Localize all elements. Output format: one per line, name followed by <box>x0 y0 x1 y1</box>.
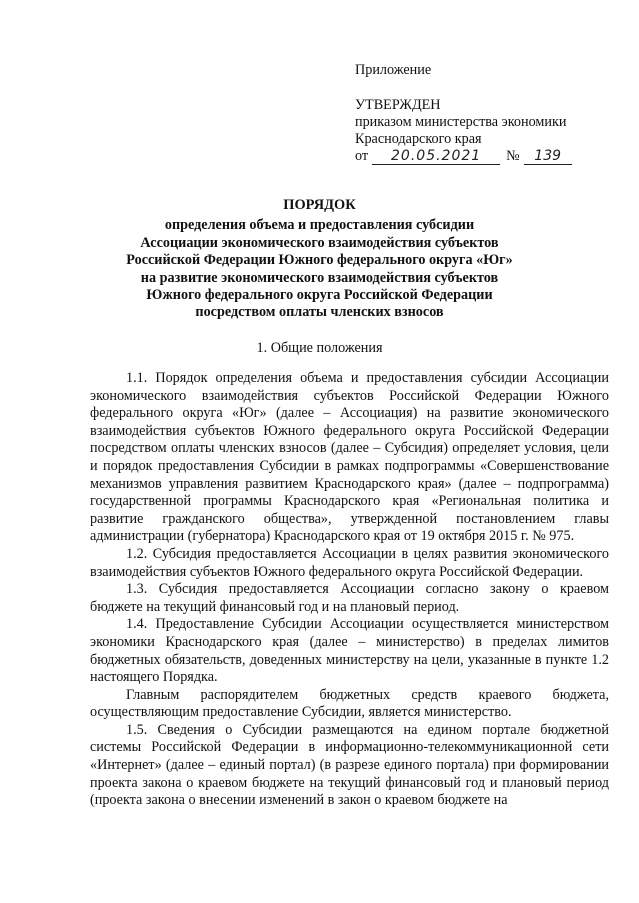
paragraph: 1.5. Сведения о Субсидии размещаются на едином портале бюджетной системы Российской Федерации в информационно-телекоммуникационной сети «Интернет» (далее – единый портал) (в разрезе единого портала) при формировании проекта закона о краевом бюджете на текущий финансовый год и плановый период (проекта закона о внесении изменений в закон о краевом бюджете на <box>90 721 609 809</box>
title-line: Ассоциации экономического взаимодействия субъектов <box>140 234 499 251</box>
handwritten-number: 139 <box>524 149 572 165</box>
title-line: посредством оплаты членских взносов <box>195 304 444 321</box>
paragraph: Главным распорядителем бюджетных средств краевого бюджета, осуществляющим предоставление Субсидии, является министерство. <box>90 686 609 721</box>
title-line: определения объема и предоставления субсидии <box>164 217 475 234</box>
number-sign: № <box>506 148 520 164</box>
approval-block <box>355 62 572 165</box>
paragraph: 1.2. Субсидия предоставляется Ассоциации в целях развития экономического взаимодействия субъектов Южного федерального округа Российской Федерации. <box>90 545 609 580</box>
body-text <box>90 370 609 810</box>
annex-label: Приложение <box>355 62 432 78</box>
paragraph: 1.1. Порядок определения объема и предоставления субсидии Ассоциации экономического взаимодействия субъектов Российской Федерации Южного федерального округа «Юг» (далее – Ассоциация) на развитие экономического взаимодействия субъектов Южного федерального округа Российской Федерации посредством оплаты членских взносов (далее – Субсидия) определяет условия, цели и порядок предоставления Субсидии в рамках подпрограммы «Совершенствование механизмов управления развитием Краснодарского края» (далее – подпрограмма) государственной программы Краснодарского края «Региональная политика и развитие гражданского общества», утвержденной постановлением главы администрации (губернатора) Краснодарского края от 19 октября 2015 г. № 975. <box>90 370 609 545</box>
date-number-row <box>355 148 572 165</box>
title-main: ПОРЯДОК <box>283 197 356 213</box>
order-line-2: Краснодарского края <box>355 131 482 147</box>
handwritten-date: 20.05.2021 <box>372 149 500 165</box>
paragraph: 1.4. Предоставление Субсидии Ассоциации осуществляется министерством экономики Краснодарского края (далее – министерство) в пределах лимитов бюджетных обязательств, доведенных министерству на цели, указанные в пункте 1.2 настоящего Порядка. <box>90 616 609 686</box>
title-line: Южного федерального округа Российской Федерации <box>146 287 493 304</box>
document-title <box>40 197 599 322</box>
paragraph: 1.3. Субсидия предоставляется Ассоциации согласно закону о краевом бюджете на текущий финансовый год и на плановый период. <box>90 581 609 615</box>
date-prefix: от <box>355 148 369 164</box>
title-line: Российской Федерации Южного федерального округа «Юг» <box>126 252 513 269</box>
section-heading: 1. Общие положения <box>256 340 383 356</box>
title-line: на развитие экономического взаимодействия субъектов <box>140 269 499 286</box>
order-line-1: приказом министерства экономики <box>355 114 567 130</box>
approved-label: УТВЕРЖДЕН <box>355 97 441 113</box>
